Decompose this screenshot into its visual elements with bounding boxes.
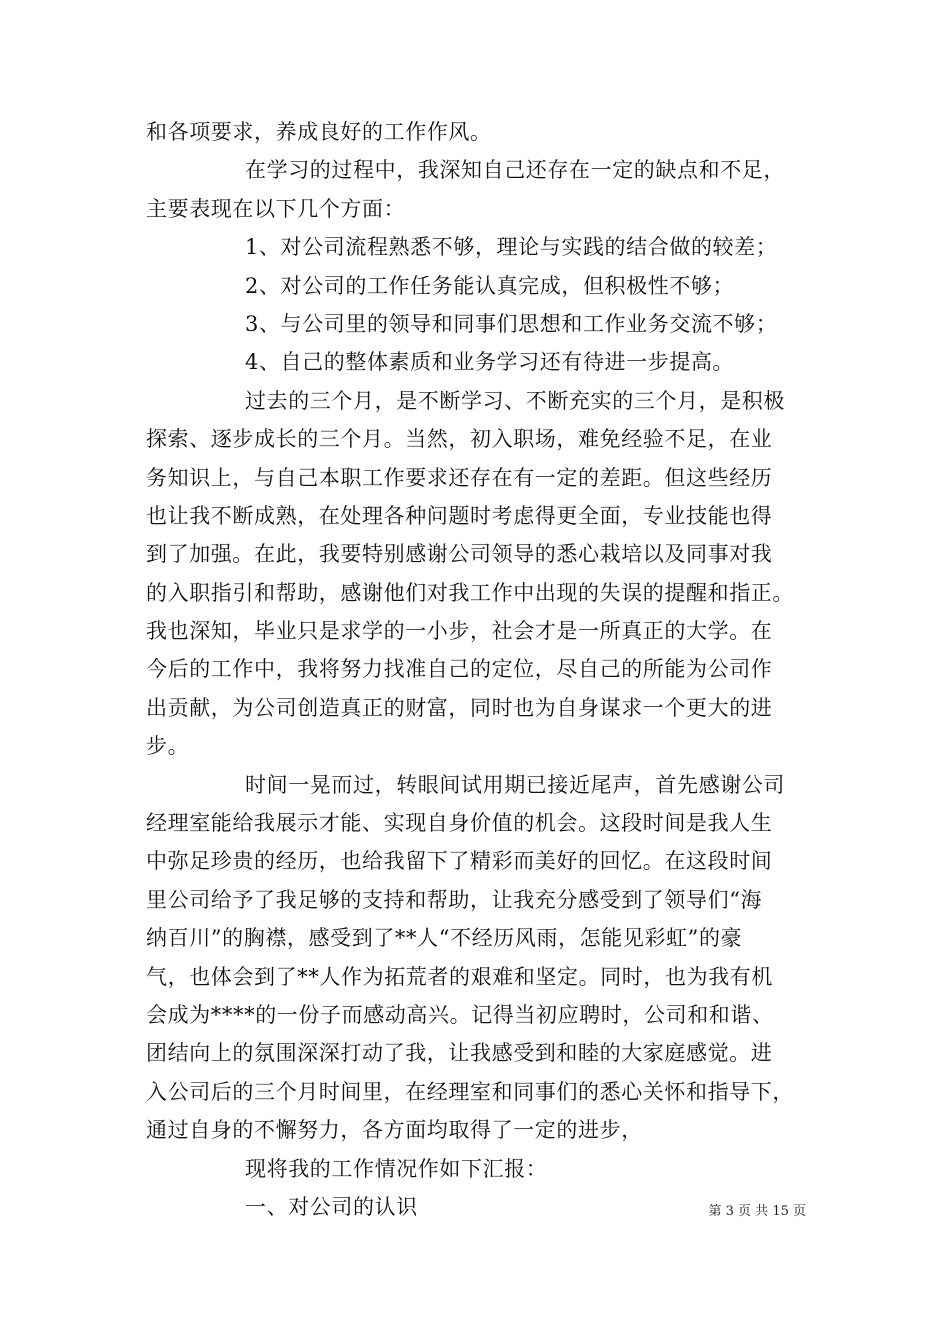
text-line: 入公司后的三个月时间里，在经理室和同事们的悉心关怀和指导下， <box>146 1079 794 1104</box>
text-line: 也让我不断成熟，在处理各种问题时考虑得更全面，专业技能也得 <box>146 503 773 528</box>
text-line: 纳百川”的胸襟，感受到了**人“不经历风雨，怎能见彩虹”的豪 <box>146 926 743 951</box>
text-line: 2、对公司的工作任务能认真完成，但积极性不够； <box>245 273 735 298</box>
text-line: 会成为****的一份子而感动高兴。记得当初应聘时，公司和和谐、 <box>146 1002 774 1027</box>
document-body <box>146 113 810 1226</box>
text-line: 现将我的工作情况作如下汇报： <box>245 1156 548 1181</box>
text-line: 我也深知，毕业只是求学的一小步，社会才是一所真正的大学。在 <box>146 619 773 644</box>
text-line: 通过自身的不懈努力，各方面均取得了一定的进步， <box>146 1118 643 1143</box>
page-number-footer: 第 3 页 共 15 页 <box>708 1204 806 1219</box>
text-line: 3、与公司里的领导和同事们思想和工作业务交流不够； <box>245 311 778 336</box>
text-line: 过去的三个月，是不断学习、不断充实的三个月，是积极 <box>245 388 785 413</box>
text-line: 探索、逐步成长的三个月。当然，初入职场，难免经验不足，在业 <box>146 427 773 452</box>
text-line: 时间一晃而过，转眼间试用期已接近尾声，首先感谢公司 <box>245 772 785 797</box>
text-line: 团结向上的氛围深深打动了我，让我感受到和睦的大家庭感觉。进 <box>146 1041 773 1066</box>
text-line: 的入职指引和帮助，感谢他们对我工作中出现的失误的提醒和指正。 <box>146 580 794 605</box>
text-line: 气，也体会到了**人作为拓荒者的艰难和坚定。同时，也为我有机 <box>146 964 773 989</box>
text-line: 务知识上，与自己本职工作要求还存在有一定的差距。但这些经历 <box>146 465 773 490</box>
text-line: 出贡献，为公司创造真正的财富，同时也为自身谋求一个更大的进 <box>146 695 773 720</box>
text-line: 主要表现在以下几个方面： <box>146 196 406 221</box>
text-line: 今后的工作中，我将努力找准自己的定位，尽自己的所能为公司作 <box>146 657 773 682</box>
text-line: 经理室能给我展示才能、实现自身价值的机会。这段时间是我人生 <box>146 811 773 836</box>
text-line: 4、自己的整体素质和业务学习还有待进一步提高。 <box>245 350 735 375</box>
text-line: 在学习的过程中，我深知自己还存在一定的缺点和不足， <box>245 158 785 183</box>
text-line: 里公司给予了我足够的支持和帮助，让我充分感受到了领导们“海 <box>146 887 763 912</box>
text-line: 和各项要求，养成良好的工作作风。 <box>146 120 492 144</box>
text-line: 步。 <box>146 734 190 759</box>
text-line: 中弥足珍贵的经历，也给我留下了精彩而美好的回忆。在这段时间 <box>146 849 773 874</box>
text-line: 到了加强。在此，我要特别感谢公司领导的悉心栽培以及同事对我 <box>146 542 773 567</box>
text-line: 一、对公司的认识 <box>245 1194 418 1219</box>
text-line: 1、对公司流程熟悉不够，理论与实践的结合做的较差； <box>245 235 778 260</box>
